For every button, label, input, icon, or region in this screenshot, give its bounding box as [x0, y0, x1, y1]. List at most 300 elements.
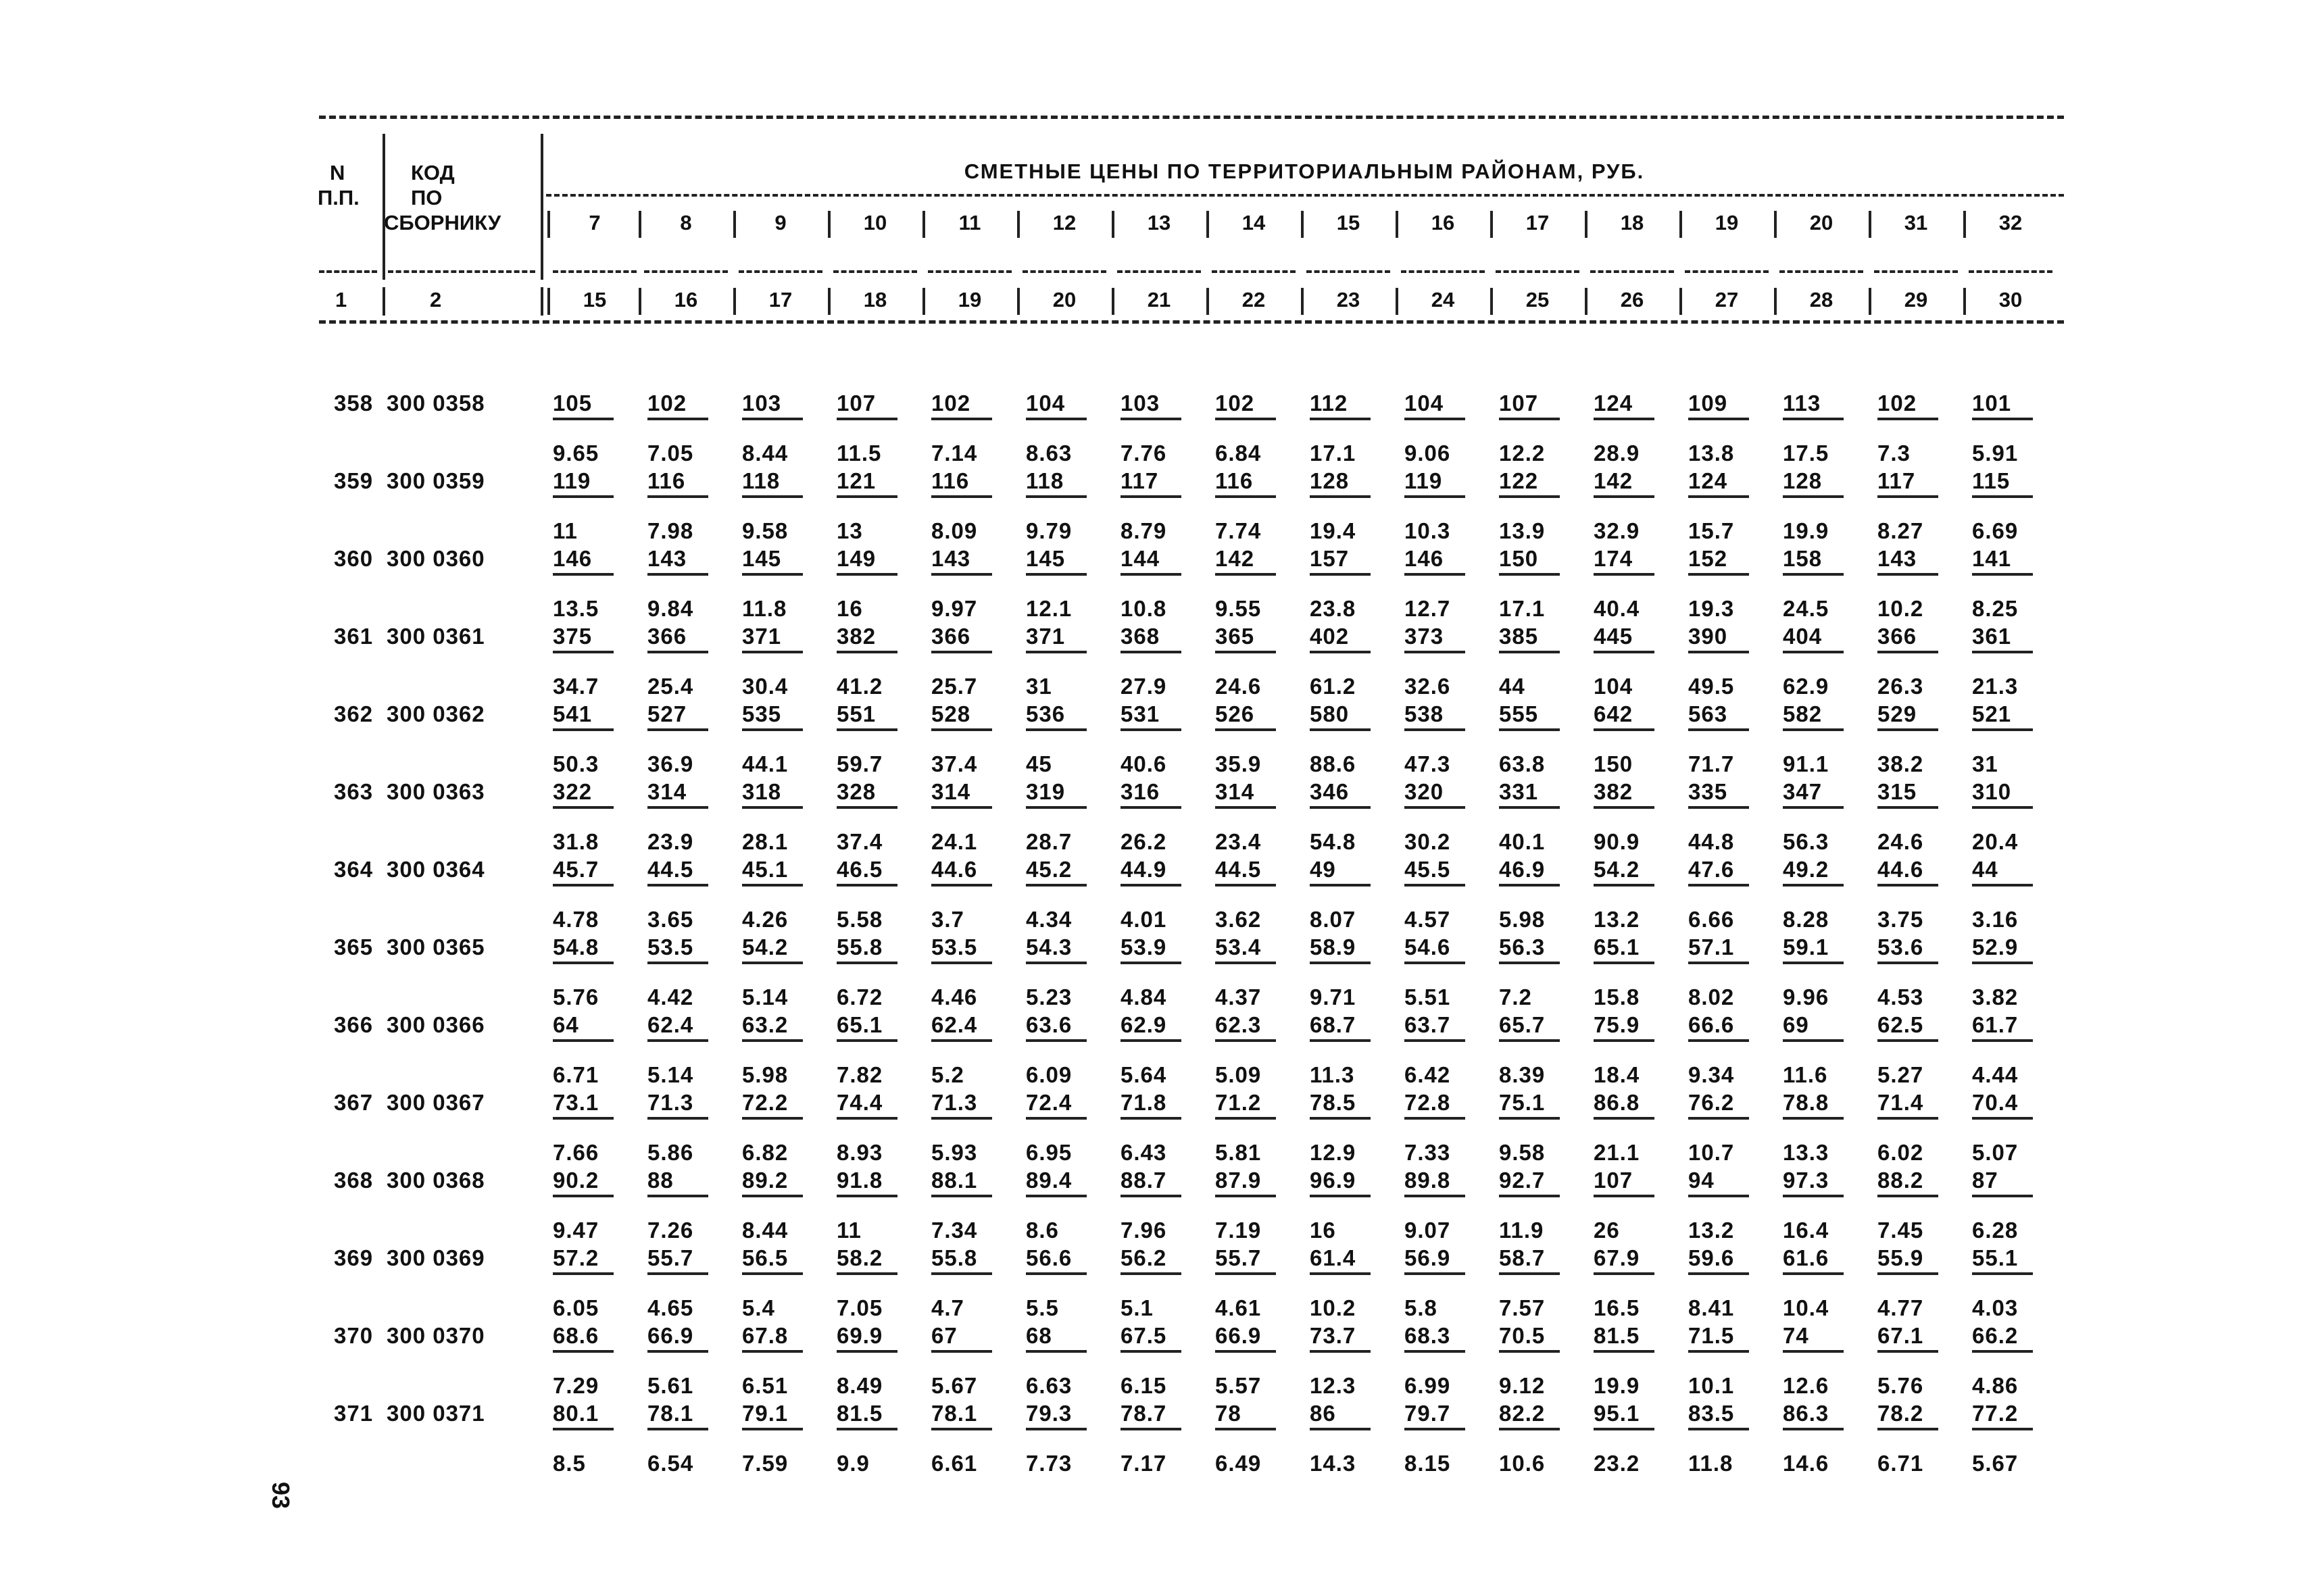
fraction-line	[1404, 651, 1465, 653]
district-number: 9	[774, 211, 787, 234]
fraction-line	[837, 495, 897, 498]
price-subvalue: 11.6	[1783, 1062, 1828, 1087]
fraction-line	[1688, 1039, 1749, 1042]
price-subvalue: 37.4	[837, 829, 883, 854]
fraction-line	[1499, 728, 1560, 731]
price-value: 371	[1026, 624, 1066, 649]
fraction-line	[553, 1350, 614, 1353]
fraction-line	[1499, 495, 1560, 498]
price-value: 71.3	[931, 1090, 978, 1115]
index-divider	[639, 288, 641, 315]
price-subvalue: 24.1	[931, 829, 978, 854]
price-value: 118	[1026, 468, 1064, 493]
price-value: 59.1	[1783, 934, 1829, 959]
price-subvalue: 9.07	[1404, 1218, 1451, 1243]
district-divider	[1017, 211, 1020, 238]
price-subvalue: 23.9	[647, 829, 694, 854]
price-subvalue: 9.58	[1499, 1140, 1546, 1165]
fraction-line	[1594, 1428, 1654, 1430]
price-subvalue: 20.4	[1972, 829, 2019, 854]
fraction-line	[837, 1428, 897, 1430]
fraction-line	[1310, 1039, 1371, 1042]
header-divider-1b	[383, 287, 385, 316]
row-number: 365	[334, 934, 374, 959]
fraction-line	[931, 1428, 992, 1430]
price-subvalue: 5.5	[1026, 1295, 1059, 1320]
price-subvalue: 6.63	[1026, 1373, 1073, 1398]
price-subvalue: 6.43	[1121, 1140, 1167, 1165]
price-subvalue: 63.8	[1499, 751, 1546, 776]
price-subvalue: 4.78	[553, 907, 599, 932]
price-value: 102	[931, 391, 971, 416]
fraction-line	[1783, 573, 1844, 576]
price-subvalue: 5.4	[742, 1295, 775, 1320]
price-subvalue: 3.82	[1972, 984, 2019, 1009]
price-value: 531	[1121, 701, 1160, 726]
price-subvalue: 6.99	[1404, 1373, 1451, 1398]
price-subvalue: 15.7	[1688, 518, 1735, 543]
price-subvalue: 24.6	[1215, 674, 1262, 699]
fraction-line	[647, 495, 708, 498]
price-subvalue: 6.15	[1121, 1373, 1167, 1398]
district-number: 11	[958, 211, 981, 234]
price-value: 115	[1972, 468, 2011, 493]
price-value: 49.2	[1783, 857, 1829, 882]
price-value: 49	[1310, 857, 1336, 882]
price-value: 73.1	[553, 1090, 599, 1115]
price-value: 66.9	[647, 1323, 694, 1348]
price-subvalue: 4.37	[1215, 984, 1262, 1009]
district-number: 8	[680, 211, 692, 234]
price-subvalue: 4.03	[1972, 1295, 2019, 1320]
price-value: 63.6	[1026, 1012, 1073, 1037]
price-value: 118	[742, 468, 781, 493]
price-subvalue: 12.3	[1310, 1373, 1356, 1398]
column-index: 17	[768, 288, 793, 311]
price-subvalue: 7.33	[1404, 1140, 1451, 1165]
price-subvalue: 8.93	[837, 1140, 883, 1165]
district-divider	[1963, 211, 1966, 238]
fraction-line	[1783, 962, 1844, 964]
price-value: 107	[1594, 1168, 1633, 1193]
price-subvalue: 61.2	[1310, 674, 1356, 699]
district-divider	[639, 211, 641, 238]
price-value: 63.7	[1404, 1012, 1451, 1037]
price-subvalue: 21.1	[1594, 1140, 1640, 1165]
price-value: 88	[647, 1168, 674, 1193]
fraction-line	[1121, 884, 1181, 887]
price-value: 55.8	[837, 934, 883, 959]
price-value: 366	[647, 624, 687, 649]
fraction-line	[1310, 1350, 1371, 1353]
price-subvalue: 19.9	[1594, 1373, 1640, 1398]
fraction-line	[1594, 1195, 1654, 1197]
price-value: 44.6	[1877, 857, 1924, 882]
fraction-line	[1499, 1039, 1560, 1042]
price-subvalue: 4.84	[1121, 984, 1167, 1009]
column-index: 15	[583, 288, 607, 311]
price-value: 555	[1499, 701, 1539, 726]
header-row-separator	[1306, 270, 1390, 273]
price-subvalue: 11.9	[1499, 1218, 1544, 1243]
fraction-line	[1594, 651, 1654, 653]
header-row-separator	[1685, 270, 1769, 273]
price-subvalue: 28.9	[1594, 441, 1640, 466]
fraction-line	[1877, 884, 1938, 887]
price-value: 536	[1026, 701, 1066, 726]
price-value: 112	[1310, 391, 1348, 416]
price-subvalue: 8.28	[1783, 907, 1829, 932]
price-value: 44.9	[1121, 857, 1167, 882]
price-subvalue: 8.79	[1121, 518, 1167, 543]
index-divider	[828, 288, 831, 315]
price-value: 72.2	[742, 1090, 789, 1115]
price-value: 78.8	[1783, 1090, 1829, 1115]
fraction-line	[1121, 728, 1181, 731]
price-value: 67.5	[1121, 1323, 1167, 1348]
price-subvalue: 31	[1972, 751, 1998, 776]
price-value: 67.8	[742, 1323, 789, 1348]
header-row-separator	[644, 270, 728, 273]
price-subvalue: 12.7	[1404, 596, 1451, 621]
fraction-line	[1404, 1272, 1465, 1275]
price-subvalue: 11.8	[742, 596, 787, 621]
price-value: 55.9	[1877, 1245, 1924, 1270]
fraction-line	[1215, 1428, 1276, 1430]
price-subvalue: 6.82	[742, 1140, 789, 1165]
district-number: 7	[589, 211, 601, 234]
fraction-line	[742, 806, 803, 809]
price-value: 109	[1688, 391, 1728, 416]
price-value: 61.7	[1972, 1012, 2019, 1037]
row-code: 300 0360	[387, 546, 485, 571]
price-subvalue: 16.4	[1783, 1218, 1829, 1243]
price-value: 86.8	[1594, 1090, 1640, 1115]
row-number: 370	[334, 1323, 374, 1348]
header-row-separator	[1874, 270, 1958, 273]
price-subvalue: 11	[837, 1218, 862, 1243]
fraction-line	[1215, 806, 1276, 809]
district-divider	[1585, 211, 1587, 238]
price-value: 79.1	[742, 1401, 789, 1426]
fraction-line	[1877, 573, 1938, 576]
price-value: 52.9	[1972, 934, 2019, 959]
fraction-line	[1121, 1428, 1181, 1430]
price-value: 61.4	[1310, 1245, 1356, 1270]
price-subvalue: 5.14	[647, 1062, 694, 1087]
fraction-line	[931, 884, 992, 887]
price-value: 70.4	[1972, 1090, 2019, 1115]
fraction-line	[1215, 651, 1276, 653]
fraction-line	[1404, 806, 1465, 809]
fraction-line	[553, 495, 614, 498]
price-value: 373	[1404, 624, 1444, 649]
fraction-line	[647, 1350, 708, 1353]
price-subvalue: 9.71	[1310, 984, 1356, 1009]
fraction-line	[553, 418, 614, 420]
price-subvalue: 8.6	[1026, 1218, 1059, 1243]
fraction-line	[931, 728, 992, 731]
price-value: 71.8	[1121, 1090, 1167, 1115]
price-subvalue: 4.46	[931, 984, 978, 1009]
price-subvalue: 9.12	[1499, 1373, 1546, 1398]
price-value: 146	[1404, 546, 1444, 571]
fraction-line	[1688, 1117, 1749, 1120]
price-subvalue: 9.47	[553, 1218, 599, 1243]
row-number: 361	[334, 624, 374, 649]
fraction-line	[1594, 884, 1654, 887]
price-value: 80.1	[553, 1401, 599, 1426]
fraction-line	[647, 884, 708, 887]
price-subvalue: 6.71	[1877, 1451, 1924, 1476]
price-value: 128	[1310, 468, 1350, 493]
district-number: 10	[863, 211, 887, 234]
price-subvalue: 7.73	[1026, 1451, 1073, 1476]
header-row-separator	[1401, 270, 1485, 273]
price-value: 78.7	[1121, 1401, 1167, 1426]
price-subvalue: 28.7	[1026, 829, 1073, 854]
district-divider	[1774, 211, 1777, 238]
price-value: 81.5	[837, 1401, 883, 1426]
fraction-line	[837, 1195, 897, 1197]
price-value: 102	[1877, 391, 1917, 416]
fraction-line	[1026, 1039, 1087, 1042]
price-value: 73.7	[1310, 1323, 1356, 1348]
price-subvalue: 47.3	[1404, 751, 1451, 776]
fraction-line	[1972, 1428, 2033, 1430]
price-subvalue: 12.6	[1783, 1373, 1829, 1398]
fraction-line	[742, 1272, 803, 1275]
price-subvalue: 5.14	[742, 984, 789, 1009]
price-subvalue: 5.61	[647, 1373, 694, 1398]
price-subvalue: 9.65	[553, 441, 599, 466]
price-subvalue: 23.8	[1310, 596, 1356, 621]
price-value: 347	[1783, 779, 1823, 804]
fraction-line	[837, 728, 897, 731]
price-value: 149	[837, 546, 877, 571]
district-divider	[1679, 211, 1682, 238]
price-subvalue: 5.91	[1972, 441, 2019, 466]
fraction-line	[647, 1195, 708, 1197]
price-subvalue: 6.02	[1877, 1140, 1924, 1165]
price-value: 116	[1215, 468, 1254, 493]
row-code: 300 0367	[387, 1090, 485, 1115]
price-value: 54.3	[1026, 934, 1073, 959]
price-subvalue: 7.98	[647, 518, 694, 543]
price-value: 66.2	[1972, 1323, 2019, 1348]
column-index: 22	[1241, 288, 1266, 311]
fraction-line	[553, 1117, 614, 1120]
fraction-line	[1026, 651, 1087, 653]
fraction-line	[931, 418, 992, 420]
price-value: 315	[1877, 779, 1917, 804]
price-subvalue: 12.2	[1499, 441, 1546, 466]
district-divider	[547, 211, 550, 238]
fraction-line	[931, 573, 992, 576]
price-subvalue: 32.9	[1594, 518, 1640, 543]
price-value: 63.2	[742, 1012, 789, 1037]
fraction-line	[553, 728, 614, 731]
fraction-line	[1499, 1117, 1560, 1120]
fraction-line	[1972, 1195, 2033, 1197]
price-subvalue: 10.2	[1877, 596, 1924, 621]
district-number: 16	[1431, 211, 1455, 234]
price-subvalue: 7.82	[837, 1062, 883, 1087]
price-value: 107	[1499, 391, 1539, 416]
column-index: 23	[1336, 288, 1360, 311]
price-subvalue: 16.5	[1594, 1295, 1640, 1320]
fraction-line	[1594, 962, 1654, 964]
price-subvalue: 16	[837, 596, 863, 621]
price-value: 385	[1499, 624, 1539, 649]
price-value: 44.6	[931, 857, 978, 882]
fraction-line	[1783, 728, 1844, 731]
column-index: 30	[1998, 288, 2023, 311]
fraction-line	[1499, 418, 1560, 420]
price-subvalue: 31	[1026, 674, 1052, 699]
price-subvalue: 7.2	[1499, 984, 1532, 1009]
price-value: 144	[1121, 546, 1160, 571]
price-subvalue: 5.64	[1121, 1062, 1167, 1087]
price-value: 45.5	[1404, 857, 1451, 882]
price-subvalue: 5.07	[1972, 1140, 2019, 1165]
fraction-line	[1783, 1428, 1844, 1430]
price-value: 335	[1688, 779, 1728, 804]
fraction-line	[931, 806, 992, 809]
price-subvalue: 4.57	[1404, 907, 1451, 932]
price-subvalue: 37.4	[931, 751, 978, 776]
price-value: 402	[1310, 624, 1350, 649]
fraction-line	[931, 495, 992, 498]
price-subvalue: 4.86	[1972, 1373, 2019, 1398]
fraction-line	[1121, 1195, 1181, 1197]
price-subvalue: 5.67	[931, 1373, 978, 1398]
price-value: 66.6	[1688, 1012, 1735, 1037]
price-value: 55.8	[931, 1245, 978, 1270]
price-value: 58.9	[1310, 934, 1356, 959]
price-value: 124	[1688, 468, 1728, 493]
fraction-line	[1972, 884, 2033, 887]
fraction-line	[1215, 884, 1276, 887]
price-value: 55.1	[1972, 1245, 2019, 1270]
row-number: 362	[334, 701, 374, 726]
price-value: 371	[742, 624, 782, 649]
price-subvalue: 34.7	[553, 674, 599, 699]
price-value: 55.7	[1215, 1245, 1262, 1270]
fraction-line	[742, 962, 803, 964]
price-subvalue: 24.5	[1783, 596, 1829, 621]
price-value: 78.1	[931, 1401, 978, 1426]
price-value: 366	[931, 624, 971, 649]
price-value: 143	[647, 546, 687, 571]
fraction-line	[1121, 573, 1181, 576]
fraction-line	[1972, 728, 2033, 731]
price-value: 61.6	[1783, 1245, 1829, 1270]
fraction-line	[1215, 728, 1276, 731]
price-subvalue: 6.95	[1026, 1140, 1073, 1165]
district-number: 14	[1241, 211, 1266, 234]
price-subvalue: 9.58	[742, 518, 789, 543]
index-divider	[1112, 288, 1114, 315]
price-subvalue: 44.8	[1688, 829, 1735, 854]
fraction-line	[1404, 495, 1465, 498]
price-subvalue: 7.96	[1121, 1218, 1167, 1243]
price-value: 527	[647, 701, 687, 726]
price-subvalue: 7.05	[837, 1295, 883, 1320]
price-value: 528	[931, 701, 971, 726]
column-index: 29	[1904, 288, 1928, 311]
price-subvalue: 45	[1026, 751, 1052, 776]
price-subvalue: 7.17	[1121, 1451, 1167, 1476]
fraction-line	[1972, 573, 2033, 576]
column-index: 20	[1052, 288, 1077, 311]
fraction-line	[931, 1350, 992, 1353]
price-value: 68.6	[553, 1323, 599, 1348]
price-subvalue: 7.45	[1877, 1218, 1924, 1243]
fraction-line	[1404, 1117, 1465, 1120]
price-value: 56.5	[742, 1245, 789, 1270]
price-subvalue: 8.25	[1972, 596, 2019, 621]
price-subvalue: 13.2	[1594, 907, 1640, 932]
fraction-line	[1594, 1272, 1654, 1275]
fraction-line	[1972, 1272, 2033, 1275]
fraction-line	[1121, 651, 1181, 653]
fraction-line	[1594, 495, 1654, 498]
fraction-line	[1783, 1039, 1844, 1042]
price-value: 54.8	[553, 934, 599, 959]
fraction-line	[553, 884, 614, 887]
fraction-line	[1783, 1272, 1844, 1275]
price-value: 117	[1877, 468, 1916, 493]
price-subvalue: 6.09	[1026, 1062, 1073, 1087]
price-value: 563	[1688, 701, 1728, 726]
header-divider-2	[541, 134, 543, 280]
price-value: 331	[1499, 779, 1539, 804]
header-divider-2b	[541, 287, 543, 316]
price-subvalue: 8.44	[742, 1218, 789, 1243]
fraction-line	[1688, 573, 1749, 576]
col-code-label-2: ПО	[411, 186, 443, 209]
price-value: 328	[837, 779, 877, 804]
price-value: 62.4	[931, 1012, 978, 1037]
price-value: 116	[647, 468, 686, 493]
index-divider	[1774, 288, 1777, 315]
price-value: 128	[1783, 468, 1823, 493]
header-bottom-rule	[319, 320, 2064, 324]
price-value: 45.7	[553, 857, 599, 882]
price-subvalue: 8.5	[553, 1451, 586, 1476]
price-subvalue: 7.66	[553, 1140, 599, 1165]
price-value: 46.9	[1499, 857, 1546, 882]
price-value: 62.5	[1877, 1012, 1924, 1037]
price-subvalue: 7.76	[1121, 441, 1167, 466]
price-value: 96.9	[1310, 1168, 1356, 1193]
price-subvalue: 9.96	[1783, 984, 1829, 1009]
price-value: 103	[1121, 391, 1160, 416]
fraction-line	[1783, 806, 1844, 809]
fraction-line	[647, 1272, 708, 1275]
price-subvalue: 8.02	[1688, 984, 1735, 1009]
price-subvalue: 30.4	[742, 674, 789, 699]
price-value: 390	[1688, 624, 1728, 649]
column-index: 24	[1431, 288, 1455, 311]
index-divider	[1017, 288, 1020, 315]
price-subvalue: 4.44	[1972, 1062, 2019, 1087]
fraction-line	[553, 1428, 614, 1430]
price-subvalue: 62.9	[1783, 674, 1829, 699]
fraction-line	[1594, 573, 1654, 576]
price-subvalue: 6.51	[742, 1373, 789, 1398]
